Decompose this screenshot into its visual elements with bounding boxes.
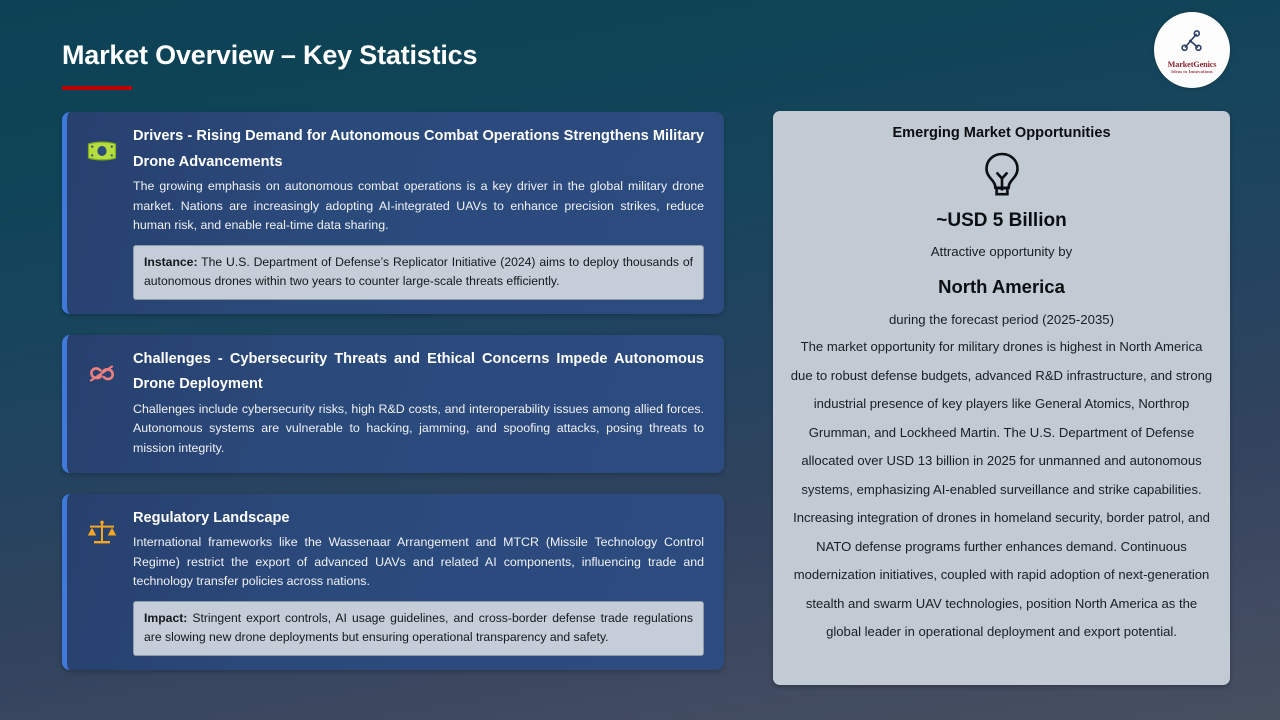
callout-label: Impact: (144, 610, 188, 625)
balance-scales-icon (85, 516, 119, 550)
card-heading: Challenges - Cybersecurity Threats and Ethical Concerns Impede Autonomous Drone Deployment (133, 350, 704, 393)
opportunity-paragraph: The market opportunity for military drones is highest in North America due to robust defense budgets, advanced R&D infrastructure, and strong industrial presence of key players like General Atomics, Northrop Grumman, and Lockheed Martin. The U.S. Department of Defense allocated over USD 13 billion in 2025 for unmanned and autonomous systems, emphasizing AI-enabled surveillance and strike capabilities. Increasing integration of drones in homeland security, border patrol, and NATO defense programs further enhances demand. Continuous modernization initiatives, coupled with rapid adoption of next-generation stealth and swarm UAV technologies, position North America as the global leader in operational deployment and export potential. (790, 339, 1213, 640)
card-callout (133, 245, 704, 300)
card-callout (133, 601, 704, 656)
card-challenges (62, 335, 724, 473)
callout-label: Instance: (144, 254, 198, 269)
lightbulb-icon (789, 147, 1214, 208)
logo-name: MarketGenics (1167, 60, 1217, 69)
insights-column (62, 112, 724, 691)
card-heading: Drivers - Rising Demand for Autonomous Combat Operations Strengthens Military Drone Advancements (133, 128, 704, 170)
callout-text: The U.S. Department of Defense’s Replicator Initiative (2024) aims to deploy thousands of autonomous drones within two years to counter large-scale threats efficiently. (144, 254, 693, 288)
panel-title: Emerging Market Opportunities (892, 125, 1111, 141)
broken-link-icon (85, 357, 119, 391)
card-description: Challenges include cybersecurity risks, high R&D costs, and interoperability issues among allied forces. Autonomous systems are vulnerable to hacking, jamming, and spoofing attacks, posing threats to mission integrity. (133, 401, 704, 455)
card-description: The growing emphasis on autonomous combat operations is a key driver in the global military drone market. Nations are increasingly adopting AI-integrated UAVs to enhance precision strikes, reduce human risk, and enable real-time data sharing. (133, 179, 704, 233)
title-underline-rule (62, 86, 132, 90)
opportunity-subtitle: Attractive opportunity by (930, 244, 1073, 259)
card-drivers (62, 112, 724, 314)
emerging-market-opportunities-panel (773, 111, 1230, 685)
opportunity-value: ~USD 5 Billion (936, 210, 1067, 231)
card-body (133, 124, 704, 300)
card-heading: Regulatory Landscape (133, 509, 290, 526)
logo-tagline: Ideas to Innovations (1171, 69, 1213, 74)
page-title: Market Overview – Key Statistics (62, 40, 478, 70)
card-regulatory-landscape (62, 494, 724, 670)
brand-logo (1154, 12, 1230, 88)
forecast-period: during the forecast period (2025-2035) (888, 312, 1115, 327)
banknote-icon (85, 134, 119, 168)
callout-text: Stringent export controls, AI usage guidelines, and cross-border defense trade regulations are slowing new drone deployments but ensuring operational transparency and safety. (144, 610, 693, 644)
network-nodes-icon (1179, 28, 1205, 59)
card-body (133, 506, 704, 656)
card-body (133, 347, 704, 459)
card-description: International frameworks like the Wassenaar Arrangement and MTCR (Missile Technology Control Regime) restrict the export of advanced UAVs and related AI components, influencing trade and technology transfer policies across nations. (133, 535, 704, 589)
opportunity-region: North America (938, 276, 1065, 297)
